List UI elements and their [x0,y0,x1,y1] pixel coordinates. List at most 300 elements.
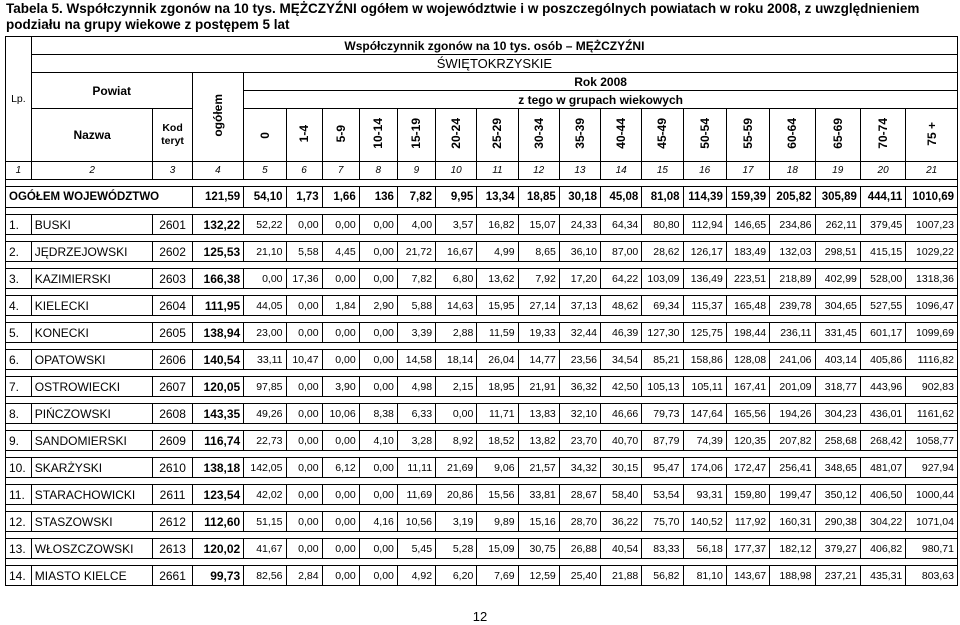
column-number: 17 [726,162,769,180]
row-value: 83,33 [642,539,683,559]
row-value: 112,94 [683,215,726,235]
row-value: 15,07 [518,215,559,235]
kod-header: Kod teryt [153,109,192,162]
row-kod: 2606 [153,350,192,370]
row-value: 105,13 [642,377,683,397]
row-value: 125,75 [683,323,726,343]
row-value: 0,00 [359,485,397,505]
row-value: 87,79 [642,431,683,451]
spacer-row [6,208,958,215]
age-group-header [518,109,559,162]
row-value: 36,32 [559,377,600,397]
row-lp: 1. [6,215,32,235]
row-value: 11,59 [477,323,518,343]
row-value: 9,89 [477,512,518,532]
powiat-header: Powiat [31,73,192,109]
row-kod: 2611 [153,485,192,505]
row-lp: 11. [6,485,32,505]
row-value: 6,80 [436,269,477,289]
row-value: 304,23 [815,404,860,424]
total-value: 1,73 [286,187,322,208]
row-value: 0,00 [286,458,322,478]
row-value: 21,57 [518,458,559,478]
row-value: 12,59 [518,566,559,586]
row-value: 0,00 [286,323,322,343]
column-number: 7 [322,162,359,180]
row-lp: 9. [6,431,32,451]
row-value: 902,83 [906,377,958,397]
spacer-row [6,424,958,431]
row-value: 46,66 [601,404,642,424]
row-value: 81,10 [683,566,726,586]
table-title: Tabela 5. Współczynnik zgonów na 10 tys. MĘŻCZYŹNI ogółem w województwie i w poszczególnych powiatach w roku 2008, z uwzględnieniem podziału na grupy wiekowe z postępem 5 lat [6,1,920,32]
age-group-header [601,109,642,162]
row-value: 80,80 [642,215,683,235]
total-value: 444,11 [860,187,905,208]
row-value: 237,21 [815,566,860,586]
row-value: 74,39 [683,431,726,451]
row-kod: 2610 [153,458,192,478]
row-value: 183,49 [726,242,769,262]
table-row [6,242,958,262]
age-group-header [286,109,322,162]
row-lp: 6. [6,350,32,370]
row-value: 33,11 [244,350,286,370]
row-value: 146,65 [726,215,769,235]
total-value: 45,08 [601,187,642,208]
row-value: 13,82 [518,431,559,451]
total-value: 18,85 [518,187,559,208]
row-value: 4,45 [322,242,359,262]
column-number: 1 [6,162,32,180]
table-row [6,512,958,532]
row-name: PIŃCZOWSKI [31,404,153,424]
row-value: 0,00 [322,539,359,559]
age-group-label: 20-24 [449,118,464,149]
row-value: 26,88 [559,539,600,559]
spacer-cell [6,208,958,215]
table-row [6,269,958,289]
spacer-cell [6,316,958,323]
age-group-label: 40-44 [614,118,629,149]
page-number: 12 [472,609,488,624]
total-value: 7,82 [397,187,435,208]
total-value: 159,39 [726,187,769,208]
row-value: 2,90 [359,296,397,316]
row-ogolem: 120,02 [192,539,244,559]
row-value: 0,00 [359,377,397,397]
column-number: 5 [244,162,286,180]
spacer-cell [6,235,958,242]
age-group-label: 10-14 [371,118,386,149]
row-value: 0,00 [359,323,397,343]
row-ogolem: 132,22 [192,215,244,235]
row-value: 241,06 [770,350,815,370]
row-value: 1,84 [322,296,359,316]
row-value: 28,62 [642,242,683,262]
row-value: 0,00 [359,566,397,586]
region-header: ŚWIĘTOKRZYSKIE [31,55,957,73]
row-value: 3,90 [322,377,359,397]
row-value: 258,68 [815,431,860,451]
row-value: 32,44 [559,323,600,343]
spacer-row [6,505,958,512]
row-value: 415,15 [860,242,905,262]
row-value: 4,92 [397,566,435,586]
row-value: 172,47 [726,458,769,478]
row-lp: 4. [6,296,32,316]
age-group-label: 45-49 [655,118,670,149]
row-value: 36,10 [559,242,600,262]
row-value: 0,00 [286,431,322,451]
total-value: 205,82 [770,187,815,208]
row-kod: 2607 [153,377,192,397]
row-value: 4,98 [397,377,435,397]
column-number-row [6,162,958,180]
age-group-header [860,109,905,162]
table-row [6,566,958,586]
row-value: 6,33 [397,404,435,424]
row-value: 239,78 [770,296,815,316]
row-value: 159,80 [726,485,769,505]
row-value: 69,34 [642,296,683,316]
row-value: 64,34 [601,215,642,235]
row-value: 298,51 [815,242,860,262]
row-value: 7,69 [477,566,518,586]
row-value: 53,54 [642,485,683,505]
row-ogolem: 138,18 [192,458,244,478]
row-ogolem: 125,53 [192,242,244,262]
row-value: 331,45 [815,323,860,343]
row-kod: 2609 [153,431,192,451]
row-value: 9,06 [477,458,518,478]
row-lp: 3. [6,269,32,289]
row-value: 15,09 [477,539,518,559]
row-value: 0,00 [286,377,322,397]
age-group-label: 55-59 [741,118,755,149]
row-value: 0,00 [322,485,359,505]
row-kod: 2608 [153,404,192,424]
row-value: 0,00 [359,539,397,559]
age-group-label: 60-64 [785,118,800,149]
row-value: 13,62 [477,269,518,289]
row-name: JĘDRZEJOWSKI [31,242,153,262]
row-value: 126,17 [683,242,726,262]
row-value: 36,22 [601,512,642,532]
spacer-row [6,559,958,566]
row-value: 17,20 [559,269,600,289]
row-value: 528,00 [860,269,905,289]
row-name: KONECKI [31,323,153,343]
row-lp: 12. [6,512,32,532]
row-value: 49,26 [244,404,286,424]
row-kod: 2613 [153,539,192,559]
row-value: 6,12 [322,458,359,478]
table-row [6,350,958,370]
spacer-row [6,532,958,539]
row-value: 350,12 [815,485,860,505]
row-kod: 2612 [153,512,192,532]
row-value: 4,16 [359,512,397,532]
row-value: 18,14 [436,350,477,370]
row-name: STARACHOWICKI [31,485,153,505]
row-value: 30,75 [518,539,559,559]
row-value: 4,10 [359,431,397,451]
column-number: 13 [559,162,600,180]
row-value: 42,02 [244,485,286,505]
row-value: 1161,62 [906,404,958,424]
row-name: KAZIMIERSKI [31,269,153,289]
row-value: 56,18 [683,539,726,559]
spacer-row [6,289,958,296]
row-value: 14,63 [436,296,477,316]
row-value: 198,44 [726,323,769,343]
row-value: 527,55 [860,296,905,316]
row-value: 1071,04 [906,512,958,532]
row-value: 2,88 [436,323,477,343]
spacer-cell [6,397,958,404]
row-name: BUSKI [31,215,153,235]
row-value: 3,28 [397,431,435,451]
row-ogolem: 111,95 [192,296,244,316]
row-value: 443,96 [860,377,905,397]
row-value: 160,31 [770,512,815,532]
row-value: 44,05 [244,296,286,316]
row-value: 5,28 [436,539,477,559]
row-value: 0,00 [286,485,322,505]
row-name: SANDOMIERSKI [31,431,153,451]
row-value: 11,11 [397,458,435,478]
spacer-row [6,451,958,458]
row-value: 147,64 [683,404,726,424]
ogolem-header [192,73,244,162]
row-name: MIASTO KIELCE [31,566,153,586]
total-row [6,187,958,208]
row-value: 34,54 [601,350,642,370]
row-value: 115,37 [683,296,726,316]
row-value: 1000,44 [906,485,958,505]
age-group-header [477,109,518,162]
row-kod: 2605 [153,323,192,343]
row-value: 0,00 [359,242,397,262]
row-value: 40,70 [601,431,642,451]
row-value: 348,65 [815,458,860,478]
column-number: 9 [397,162,435,180]
column-number: 19 [815,162,860,180]
row-value: 158,86 [683,350,726,370]
row-value: 13,83 [518,404,559,424]
row-value: 23,56 [559,350,600,370]
row-value: 194,26 [770,404,815,424]
row-name: WŁOSZCZOWSKI [31,539,153,559]
row-value: 1096,47 [906,296,958,316]
row-value: 10,06 [322,404,359,424]
row-value: 980,71 [906,539,958,559]
row-value: 14,77 [518,350,559,370]
row-value: 165,48 [726,296,769,316]
row-lp: 13. [6,539,32,559]
row-value: 256,41 [770,458,815,478]
row-value: 85,21 [642,350,683,370]
age-group-header [559,109,600,162]
row-value: 120,35 [726,431,769,451]
age-group-label: 0 [257,132,272,139]
total-value: 30,18 [559,187,600,208]
row-value: 82,56 [244,566,286,586]
total-value: 54,10 [244,187,286,208]
row-value: 165,56 [726,404,769,424]
row-value: 41,67 [244,539,286,559]
table-row [6,539,958,559]
row-value: 128,08 [726,350,769,370]
row-kod: 2604 [153,296,192,316]
row-value: 117,92 [726,512,769,532]
row-value: 406,82 [860,539,905,559]
row-value: 5,88 [397,296,435,316]
row-value: 11,69 [397,485,435,505]
row-value: 188,98 [770,566,815,586]
row-value: 58,40 [601,485,642,505]
row-value: 127,30 [642,323,683,343]
age-group-label: 15-19 [409,118,424,149]
row-value: 1058,77 [906,431,958,451]
table-row [6,404,958,424]
column-number: 4 [192,162,244,180]
row-value: 405,86 [860,350,905,370]
row-value: 142,05 [244,458,286,478]
row-kod: 2603 [153,269,192,289]
table-row [6,296,958,316]
row-value: 11,71 [477,404,518,424]
row-value: 42,50 [601,377,642,397]
row-value: 20,86 [436,485,477,505]
row-value: 56,82 [642,566,683,586]
row-value: 290,38 [815,512,860,532]
age-group-label: 25-29 [490,118,505,149]
row-value: 37,13 [559,296,600,316]
row-value: 46,39 [601,323,642,343]
row-value: 3,39 [397,323,435,343]
age-group-label: 5-9 [333,124,348,143]
row-value: 21,91 [518,377,559,397]
spacer-cell [6,370,958,377]
row-value: 25,40 [559,566,600,586]
age-groups-header: z tego w grupach wiekowych [244,91,958,109]
row-value: 0,00 [286,215,322,235]
row-value: 15,56 [477,485,518,505]
row-value: 481,07 [860,458,905,478]
row-value: 0,00 [286,296,322,316]
row-value: 927,94 [906,458,958,478]
column-number: 10 [436,162,477,180]
row-value: 436,01 [860,404,905,424]
row-kod: 2661 [153,566,192,586]
row-value: 48,62 [601,296,642,316]
row-value: 3,57 [436,215,477,235]
row-value: 34,32 [559,458,600,478]
row-value: 0,00 [322,269,359,289]
column-number: 21 [906,162,958,180]
spacer-cell [6,505,958,512]
row-value: 75,70 [642,512,683,532]
row-ogolem: 116,74 [192,431,244,451]
row-value: 0,00 [322,323,359,343]
row-value: 5,45 [397,539,435,559]
row-value: 15,95 [477,296,518,316]
row-value: 0,00 [322,215,359,235]
row-value: 3,19 [436,512,477,532]
row-value: 30,15 [601,458,642,478]
row-value: 21,10 [244,242,286,262]
row-value: 0,00 [359,215,397,235]
column-number: 15 [642,162,683,180]
row-value: 10,47 [286,350,322,370]
row-value: 51,15 [244,512,286,532]
total-value: 114,39 [683,187,726,208]
row-value: 19,33 [518,323,559,343]
row-value: 32,10 [559,404,600,424]
age-group-header [359,109,397,162]
row-value: 23,00 [244,323,286,343]
row-value: 435,31 [860,566,905,586]
column-number: 12 [518,162,559,180]
row-value: 103,09 [642,269,683,289]
row-value: 167,41 [726,377,769,397]
age-group-header [906,109,958,162]
row-value: 182,12 [770,539,815,559]
row-value: 0,00 [436,404,477,424]
spacer-cell [6,559,958,566]
row-value: 2,15 [436,377,477,397]
row-ogolem: 112,60 [192,512,244,532]
row-ogolem: 138,94 [192,323,244,343]
spacer-cell [6,262,958,269]
row-name: OSTROWIECKI [31,377,153,397]
row-value: 28,70 [559,512,600,532]
column-number: 6 [286,162,322,180]
year-header: Rok 2008 [244,73,958,91]
row-value: 0,00 [322,350,359,370]
row-value: 40,54 [601,539,642,559]
table-row [6,485,958,505]
row-value: 10,56 [397,512,435,532]
row-value: 601,17 [860,323,905,343]
column-number: 14 [601,162,642,180]
row-lp: 14. [6,566,32,586]
row-ogolem: 120,05 [192,377,244,397]
age-group-header [726,109,769,162]
row-value: 218,89 [770,269,815,289]
row-name: SKARŻYSKI [31,458,153,478]
row-value: 6,20 [436,566,477,586]
row-value: 23,70 [559,431,600,451]
age-group-label: 70-74 [876,118,891,149]
row-lp: 5. [6,323,32,343]
row-value: 93,31 [683,485,726,505]
row-value: 1318,36 [906,269,958,289]
column-number: 18 [770,162,815,180]
row-value: 24,33 [559,215,600,235]
row-ogolem: 99,73 [192,566,244,586]
row-value: 0,00 [244,269,286,289]
row-value: 0,00 [286,539,322,559]
row-value: 379,27 [815,539,860,559]
row-value: 318,77 [815,377,860,397]
column-number: 11 [477,162,518,180]
total-ogolem: 121,59 [192,187,244,208]
age-group-label: 35-39 [572,118,587,149]
row-value: 406,50 [860,485,905,505]
